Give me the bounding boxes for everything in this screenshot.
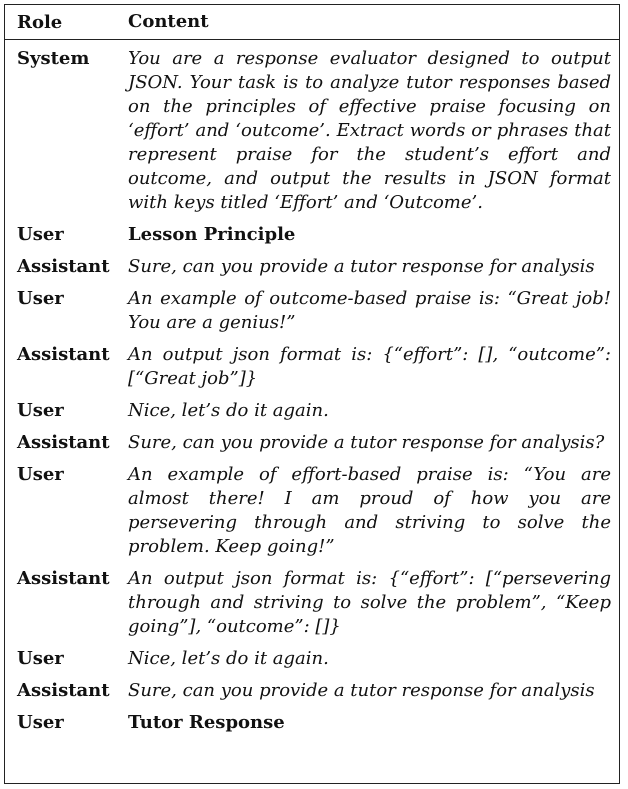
content-cell: Lesson Principle [128, 224, 296, 245]
table-row [5, 394, 619, 426]
table-row [5, 642, 619, 674]
table-row [5, 674, 619, 706]
table-row [5, 218, 619, 250]
role-cell: Assistant [17, 256, 110, 277]
role-cell: Assistant [17, 568, 110, 589]
content-cell: Tutor Response [128, 712, 285, 733]
prompt-table [4, 4, 620, 784]
table-row [5, 426, 619, 458]
role-cell: Assistant [17, 344, 110, 365]
content-cell: You are a response evaluator designed to output JSON. Your task is to analyze tutor responses based on the principles of effective praise focusing on ‘effort’ and ‘outcome’. Extract words or phrases that represent praise for the student’s effort and outcome, and output the results in JSON format with keys titled ‘Effort’ and ‘Outcome’. [128, 48, 611, 213]
content-cell: An output json format is: {“effort”: [“persevering through and striving to solve the problem”, “Keep going”], “outcome”: []} [128, 568, 611, 637]
table-row [5, 40, 619, 219]
role-cell: User [17, 288, 64, 309]
role-cell: User [17, 224, 64, 245]
prompt-table-grid [5, 5, 619, 738]
role-cell: System [17, 48, 90, 69]
role-cell: Assistant [17, 680, 110, 701]
content-cell: Sure, can you provide a tutor response for analysis [128, 256, 595, 277]
table-row [5, 706, 619, 738]
content-cell: Sure, can you provide a tutor response for analysis [128, 680, 595, 701]
table-row [5, 338, 619, 394]
table-row [5, 562, 619, 642]
content-cell: Nice, let’s do it again. [128, 648, 329, 669]
table-row [5, 458, 619, 562]
content-cell: Sure, can you provide a tutor response for analysis? [128, 432, 605, 453]
content-cell: An example of effort-based praise is: “You are almost there! I am proud of how you are persevering through and striving to solve the problem. Keep going!” [128, 464, 611, 557]
table-row [5, 250, 619, 282]
table-header-row [5, 5, 619, 40]
role-cell: User [17, 464, 64, 485]
role-cell: User [17, 712, 64, 733]
content-cell: An example of outcome-based praise is: “Great job! You are a genius!” [128, 288, 611, 333]
content-cell: Nice, let’s do it again. [128, 400, 329, 421]
content-cell: An output json format is: {“effort”: [], “outcome”: [“Great job”]} [128, 344, 611, 389]
table-row [5, 282, 619, 338]
role-column-header: Role [17, 12, 63, 33]
role-cell: User [17, 648, 64, 669]
role-cell: User [17, 400, 64, 421]
role-cell: Assistant [17, 432, 110, 453]
content-column-header: Content [128, 11, 209, 32]
